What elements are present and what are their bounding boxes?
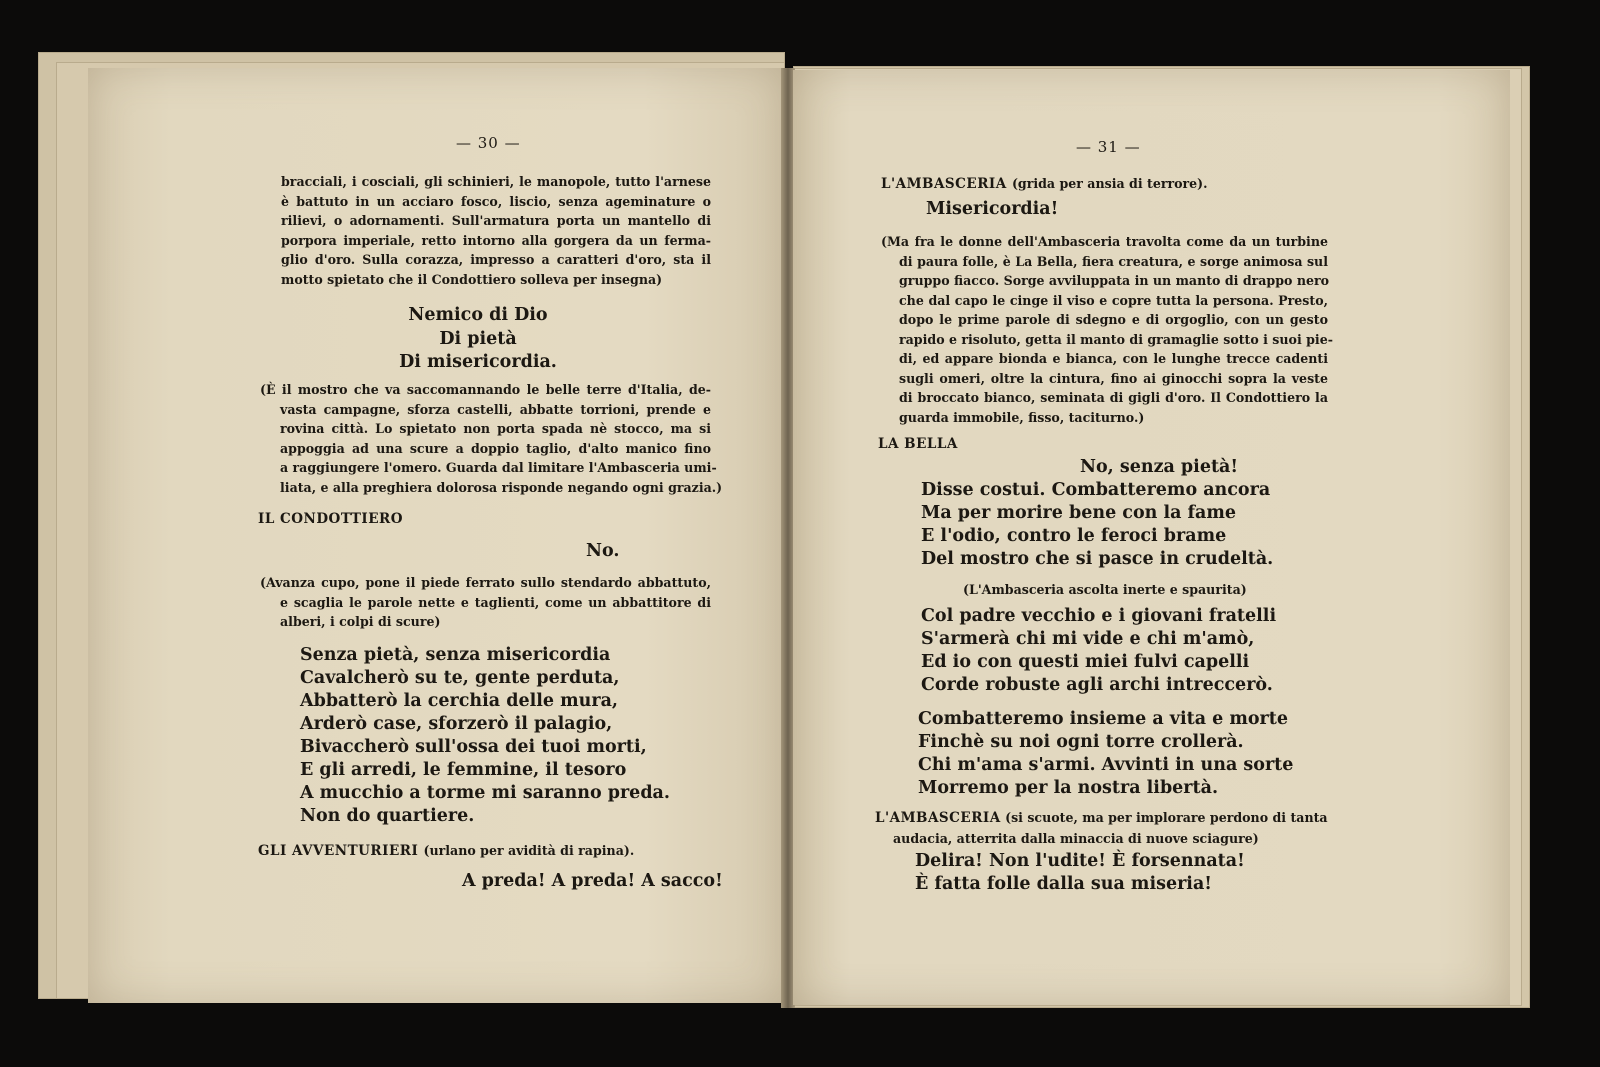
avventurieri-shout: A preda! A preda! A sacco!	[462, 871, 723, 891]
prose-line: sugli omeri, oltre la cintura, fino ai ginocchi sopra la veste	[899, 370, 1328, 386]
verse-line: È fatta folle dalla sua miseria!	[915, 874, 1212, 894]
page-number-right: — 31 —	[1076, 138, 1141, 156]
speaker-name: L'AMBASCERIA	[881, 176, 1007, 192]
verse-line: Disse costui. Combatteremo ancora	[921, 480, 1271, 500]
prose-line: è battuto in un acciaro fosco, liscio, senza ageminature o	[281, 193, 711, 209]
prose-line: rapido e risoluto, getta il manto di gramaglie sotto i suoi pie-	[899, 331, 1333, 347]
verse-line: Abbatterò la cerchia delle mura,	[300, 691, 619, 711]
speaker-ambasceria	[881, 176, 1208, 192]
verse-line: Morremo per la nostra libertà.	[918, 778, 1219, 798]
bella-stanza-1	[921, 479, 1273, 571]
ambasceria-verse	[915, 850, 1245, 896]
prose-line: liata, e alla preghiera dolorosa risponde negando ogni grazia.)	[280, 479, 723, 495]
verse-line: Senza pietà, senza misericordia	[300, 645, 611, 665]
prose-block	[260, 573, 711, 632]
motto-line: Nemico di Dio	[408, 305, 548, 325]
prose-block	[875, 808, 1335, 848]
speaker-direction: (si scuote, ma per implorare perdono di tanta	[1005, 810, 1328, 825]
prose-line: (Avanza cupo, pone il piede ferrato sullo stendardo abbattuto,	[260, 575, 711, 590]
verse-line: Ed io con questi miei fulvi capelli	[921, 652, 1250, 672]
stage-direction-bella	[881, 232, 1333, 427]
stage-direction-advance	[260, 573, 711, 632]
prose-line: a raggiungere l'omero. Guarda dal limitare l'Ambasceria umi-	[280, 460, 717, 475]
motto-line: Di pietà	[439, 328, 517, 349]
prose-line: (È il mostro che va saccomannando le belle terre d'Italia, de-	[260, 382, 711, 397]
prose-line: glio d'oro. Sulla corazza, impresso a caratteri d'oro, sta il	[281, 252, 711, 267]
prose-block	[881, 232, 1333, 427]
prose-line: che dal capo le cinge il viso e copre tutta la persona. Presto,	[899, 292, 1328, 308]
motto-block	[328, 304, 628, 375]
speaker-bella: LA BELLA	[878, 436, 958, 452]
verse-line: Del mostro che si pasce in crudeltà.	[921, 549, 1274, 569]
verse-line: Finchè su noi ogni torre crollerà.	[918, 732, 1244, 752]
bella-stanza-2	[921, 605, 1276, 697]
prose-line: dopo le prime parole di sdegno e di orgoglio, con un gesto	[899, 312, 1328, 327]
speaker-ambasceria-2	[875, 808, 1335, 848]
motto-line: Di misericordia.	[399, 352, 557, 372]
condottiero-reply: No.	[586, 541, 620, 561]
verse-line: Bivaccherò sull'ossa dei tuoi morti,	[300, 737, 647, 757]
prose-line: vasta campagne, sforza castelli, abbatte torrioni, prende e	[280, 401, 711, 417]
speaker-direction: (grida per ansia di terrore).	[1011, 176, 1208, 191]
bella-first-line: No, senza pietà!	[1080, 457, 1239, 477]
condottiero-verse	[300, 644, 670, 828]
prose-line: porpora imperiale, retto intorno alla gorgera da un ferma-	[281, 232, 711, 248]
speaker-direction: (urlano per avidità di rapina).	[423, 843, 635, 858]
stage-direction-listen: (L'Ambasceria ascolta inerte e spaurita)	[963, 582, 1247, 597]
prose-line: di paura folle, è La Bella, fiera creatura, e sorge animosa sul	[899, 253, 1328, 269]
verse-line: Chi m'ama s'armi. Avvinti in una sorte	[918, 755, 1294, 775]
verse-line: Combatteremo insieme a vita e morte	[918, 709, 1288, 729]
stage-direction-monster	[260, 380, 723, 497]
prose-line: alberi, i colpi di scure)	[280, 614, 441, 629]
verse-line: E gli arredi, le femmine, il tesoro	[300, 760, 627, 780]
prose-line: rovina città. Lo spietato non porta spada nè stocco, ma si	[280, 421, 711, 436]
right-page	[793, 70, 1510, 1005]
bella-stanza-3	[918, 708, 1293, 800]
speaker-condottiero: IL CONDOTTIERO	[258, 511, 404, 527]
prose-line: (Ma fra le donne dell'Ambasceria travolta come da un turbine	[881, 234, 1328, 249]
verse-line: Col padre vecchio e i giovani fratelli	[921, 606, 1277, 626]
prose-line: di broccato bianco, seminata di gigli d'oro. Il Condottiero la	[899, 390, 1328, 405]
stage-direction-armor	[281, 172, 711, 289]
verse-line: S'armerà chi mi vide e chi m'amò,	[921, 629, 1255, 649]
left-page	[88, 68, 783, 1003]
prose-block	[260, 380, 723, 497]
prose-line: bracciali, i cosciali, gli schinieri, le manopole, tutto l'arnese	[281, 174, 711, 189]
prose-line: appoggia ad una scure a doppio taglio, d'alto manico fino	[280, 440, 711, 456]
verse-line: Ma per morire bene con la fame	[921, 503, 1237, 523]
verse-line: Arderò case, sforzerò il palagio,	[300, 714, 613, 734]
prose-block	[281, 172, 711, 289]
page-number-left: — 30 —	[456, 134, 521, 152]
prose-line: e scaglia le parole nette e taglienti, come un abbattitore di	[280, 594, 711, 610]
prose-line: motto spietato che il Condottiero solleva per insegna)	[281, 271, 663, 287]
prose-line: di, ed appare bionda e bianca, con le lunghe trecce cadenti	[899, 351, 1328, 366]
verse-line: Delira! Non l'udite! È forsennata!	[915, 851, 1245, 871]
verse-line: A mucchio a torme mi saranno preda.	[300, 783, 670, 803]
speaker-name: L'AMBASCERIA	[875, 810, 1001, 826]
prose-line: rilievi, o adornamenti. Sull'armatura porta un mantello di	[281, 213, 711, 228]
verse-line: Cavalcherò su te, gente perduta,	[300, 668, 620, 688]
speaker-direction-cont: audacia, atterrita dalla minaccia di nuove sciagure)	[893, 830, 1259, 846]
verse-line: E l'odio, contro le feroci brame	[921, 526, 1227, 546]
prose-line: guarda immobile, fisso, taciturno.)	[899, 409, 1145, 425]
ambasceria-cry: Misericordia!	[926, 199, 1059, 219]
speaker-line	[875, 808, 1335, 829]
prose-line: gruppo fiacco. Sorge avviluppata in un manto di drappo nero	[899, 273, 1330, 288]
speaker-name: GLI AVVENTURIERI	[258, 843, 419, 859]
verse-line: Non do quartiere.	[300, 806, 475, 826]
verse-line: Corde robuste agli archi intreccerò.	[921, 675, 1273, 695]
speaker-avventurieri	[258, 843, 634, 859]
